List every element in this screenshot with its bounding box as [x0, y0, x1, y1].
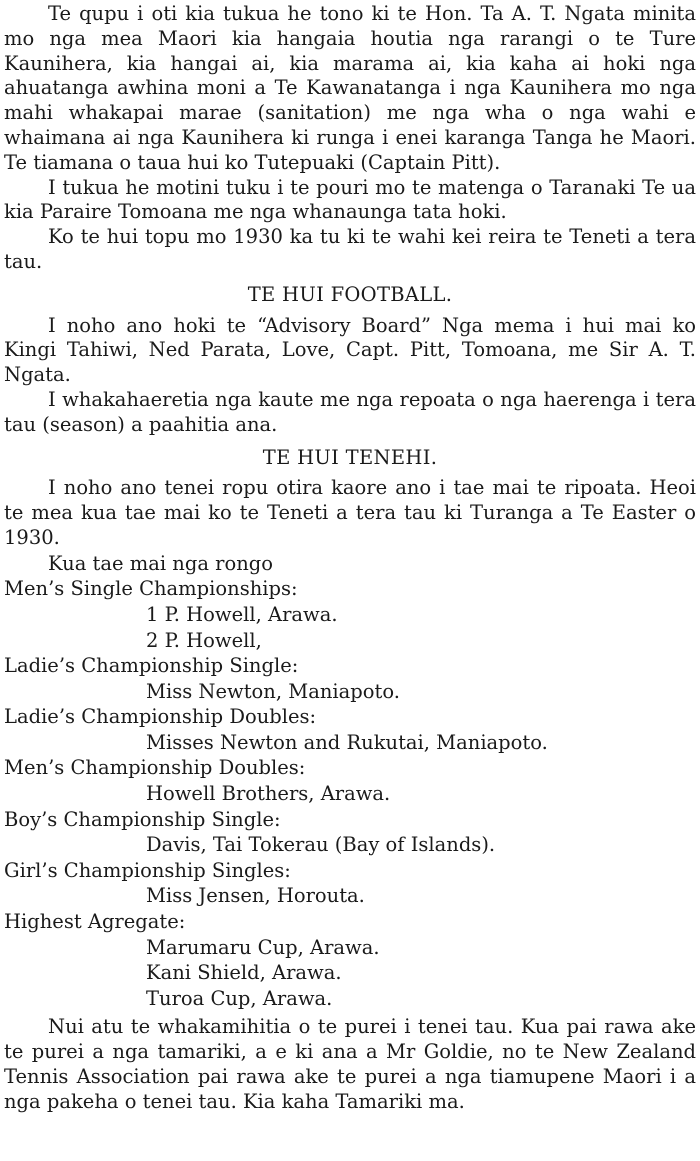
tennis-heading: TE HUI TENEHI.	[262, 445, 438, 469]
result-entry: 1 P. Howell, Arawa.	[146, 602, 338, 626]
result-category: Ladie’s Championship Single:	[4, 654, 299, 678]
paragraph-closing: Nui atu te whakamihitia o te purei i tenei tau. Kua pai rawa ake te purei a nga tamariki, a e ki ana a Mr Goldie, no te New Zealand Tennis Association pai rawa ake te purei a nga tiamupene Maori i a nga pakeha o tenei tau. Kia kaha Tamariki ma.	[4, 1015, 696, 1113]
paragraph-council-request: Te qupu i oti kia tukua he tono ki te Hon. Ta A. T. Ngata minita mo nga mea Maori kia hangaia houtia nga rarangi o te Ture Kaunihera, kia hangai ai, kia marama ai, kia kaha ai hoki nga ahuatanga awhina moni a Te Kawanatanga i nga Kaunihera mo nga mahi whakapai marae (sanitation) me nga wha o nga wahi e whaimana ai nga Kaunihera ki runga i enei karanga Tanga he Maori. Te tiamana o taua hui ko Tutepuaki (Captain Pitt).	[4, 2, 696, 174]
football-heading: TE HUI FOOTBALL.	[247, 282, 453, 306]
document-page	[4, 2, 696, 1115]
paragraph-tennis-report: I noho ano tenei ropu otira kaore ano i tae mai te ripoata. Heoi te mea kua tae mai ko te Teneti a tera tau ki Turanga a Te Easter o 1930.	[4, 476, 696, 549]
result-entry: Miss Jensen, Horouta.	[146, 884, 365, 908]
paragraph-condolence-motion: I tukua he motini tuku i te pouri mo te matenga o Taranaki Te ua kia Paraire Tomoana me nga whanaunga tata hoki.	[4, 175, 696, 224]
result-category: Girl’s Championship Singles:	[4, 858, 291, 882]
result-category: Men’s Single Championships:	[4, 577, 298, 601]
result-entry: Marumaru Cup, Arawa.	[146, 935, 380, 959]
result-category: Ladie’s Championship Doubles:	[4, 705, 317, 729]
result-entry: Misses Newton and Rukutai, Maniapoto.	[146, 730, 548, 754]
result-entry: Howell Brothers, Arawa.	[146, 782, 391, 806]
result-entry: Davis, Tai Tokerau (Bay of Islands).	[146, 833, 496, 857]
result-entry: Miss Newton, Maniapoto.	[146, 679, 400, 703]
tennis-results	[4, 551, 696, 1012]
result-entry: 2 P. Howell,	[146, 628, 262, 652]
result-entry: Turoa Cup, Arawa.	[146, 986, 333, 1010]
result-entry: Kani Shield, Arawa.	[146, 961, 342, 985]
paragraph-advisory-board: I noho ano hoki te “Advisory Board” Nga mema i hui mai ko Kingi Tahiwi, Ned Parata, Love, Capt. Pitt, Tomoana, me Sir A. T. Ngata.	[4, 313, 696, 387]
result-category: Highest Agregate:	[4, 910, 186, 934]
paragraph-next-meeting: Ko te hui topu mo 1930 ka tu ki te wahi kei reira te Teneti a tera tau.	[4, 225, 696, 273]
result-category: Men’s Championship Doubles:	[4, 756, 306, 780]
paragraph-accounts: I whakahaeretia nga kaute me nga repoata o nga haerenga i tera tau (season) a paahitia ana.	[4, 387, 696, 436]
result-category: Boy’s Championship Single:	[4, 807, 281, 831]
results-intro: Kua tae mai nga rongo	[48, 551, 273, 575]
